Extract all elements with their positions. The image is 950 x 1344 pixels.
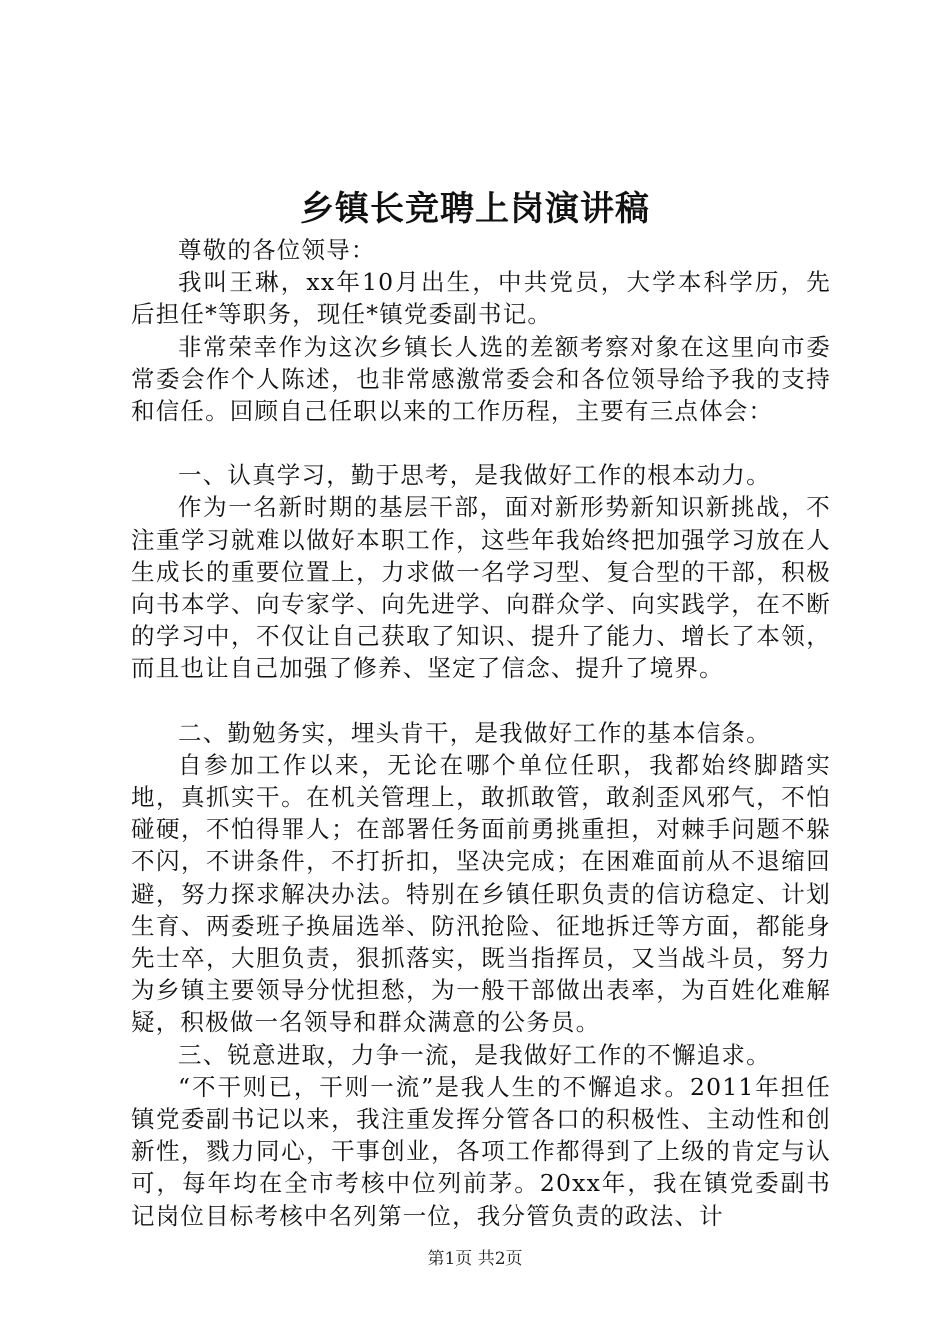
document-title: 乡镇长竞聘上岗演讲稿 — [300, 189, 650, 229]
paragraph-section-2: 自参加工作以来，无论在哪个单位任职，我都始终脚踏实地，真抓实干。在机关管理上，敢抓敢管，敢刹歪风邪气，不怕碰硬，不怕得罪人；在部署任务面前勇挑重担，对棘手问题不躲不闪，不讲条件，不打折扣，坚决完成；在困难面前从不退缩回避，努力探求解决办法。特别在乡镇任职负责的信访稳定、计划生育、两委班子换届选举、防汛抢险、征地拆迁等方面，都能身先士卒，大胆负责，狠抓落实，既当指挥员，又当战斗员，努力为乡镇主要领导分忧担愁，为一般干部做出表率，为百姓化难解疑，积极做一名领导和群众满意的公务员。 — [131, 750, 831, 1037]
section-heading-3: 三、锐意进取，力争一流，是我做好工作的不懈追求。 — [178, 1040, 771, 1069]
page-footer: 第1页 共2页 — [427, 1249, 523, 1269]
section-heading-1: 一、认真学习，勤于思考，是我做好工作的根本动力。 — [178, 461, 771, 490]
paragraph-intro: 我叫王琳，xx年10月出生，中共党员，大学本科学历，先后担任*等职务，现任*镇党委副书记。 — [131, 268, 831, 329]
paragraph-section-3: “不干则已，干则一流”是我人生的不懈追求。2011年担任镇党委副书记以来，我注重发挥分管各口的积极性、主动性和创新性，戮力同心，干事创业，各项工作都得到了上级的肯定与认可，每年均在全市考核中位列前茅。20xx年，我在镇党委副书记岗位目标考核中名列第一位，我分管负责的政法、计 — [131, 1072, 831, 1230]
section-heading-2: 二、勤勉务实，埋头肯干，是我做好工作的基本信条。 — [178, 718, 771, 747]
paragraph-section-1: 作为一名新时期的基层干部，面对新形势新知识新挑战，不注重学习就难以做好本职工作，这些年我始终把加强学习放在人生成长的重要位置上，力求做一名学习型、复合型的干部，积极向书本学、向专家学、向先进学、向群众学、向实践学，在不断的学习中，不仅让自己获取了知识、提升了能力、增长了本领，而且也让自己加强了修养、坚定了信念、提升了境界。 — [131, 493, 831, 683]
salutation: 尊敬的各位领导： — [178, 236, 376, 264]
paragraph-statement: 非常荣幸作为这次乡镇长人选的差额考察对象在这里向市委常委会作个人陈述，也非常感激常委会和各位领导给予我的支持和信任。回顾自己任职以来的工作历程，主要有三点体会： — [131, 332, 831, 426]
document-body — [131, 234, 831, 1232]
